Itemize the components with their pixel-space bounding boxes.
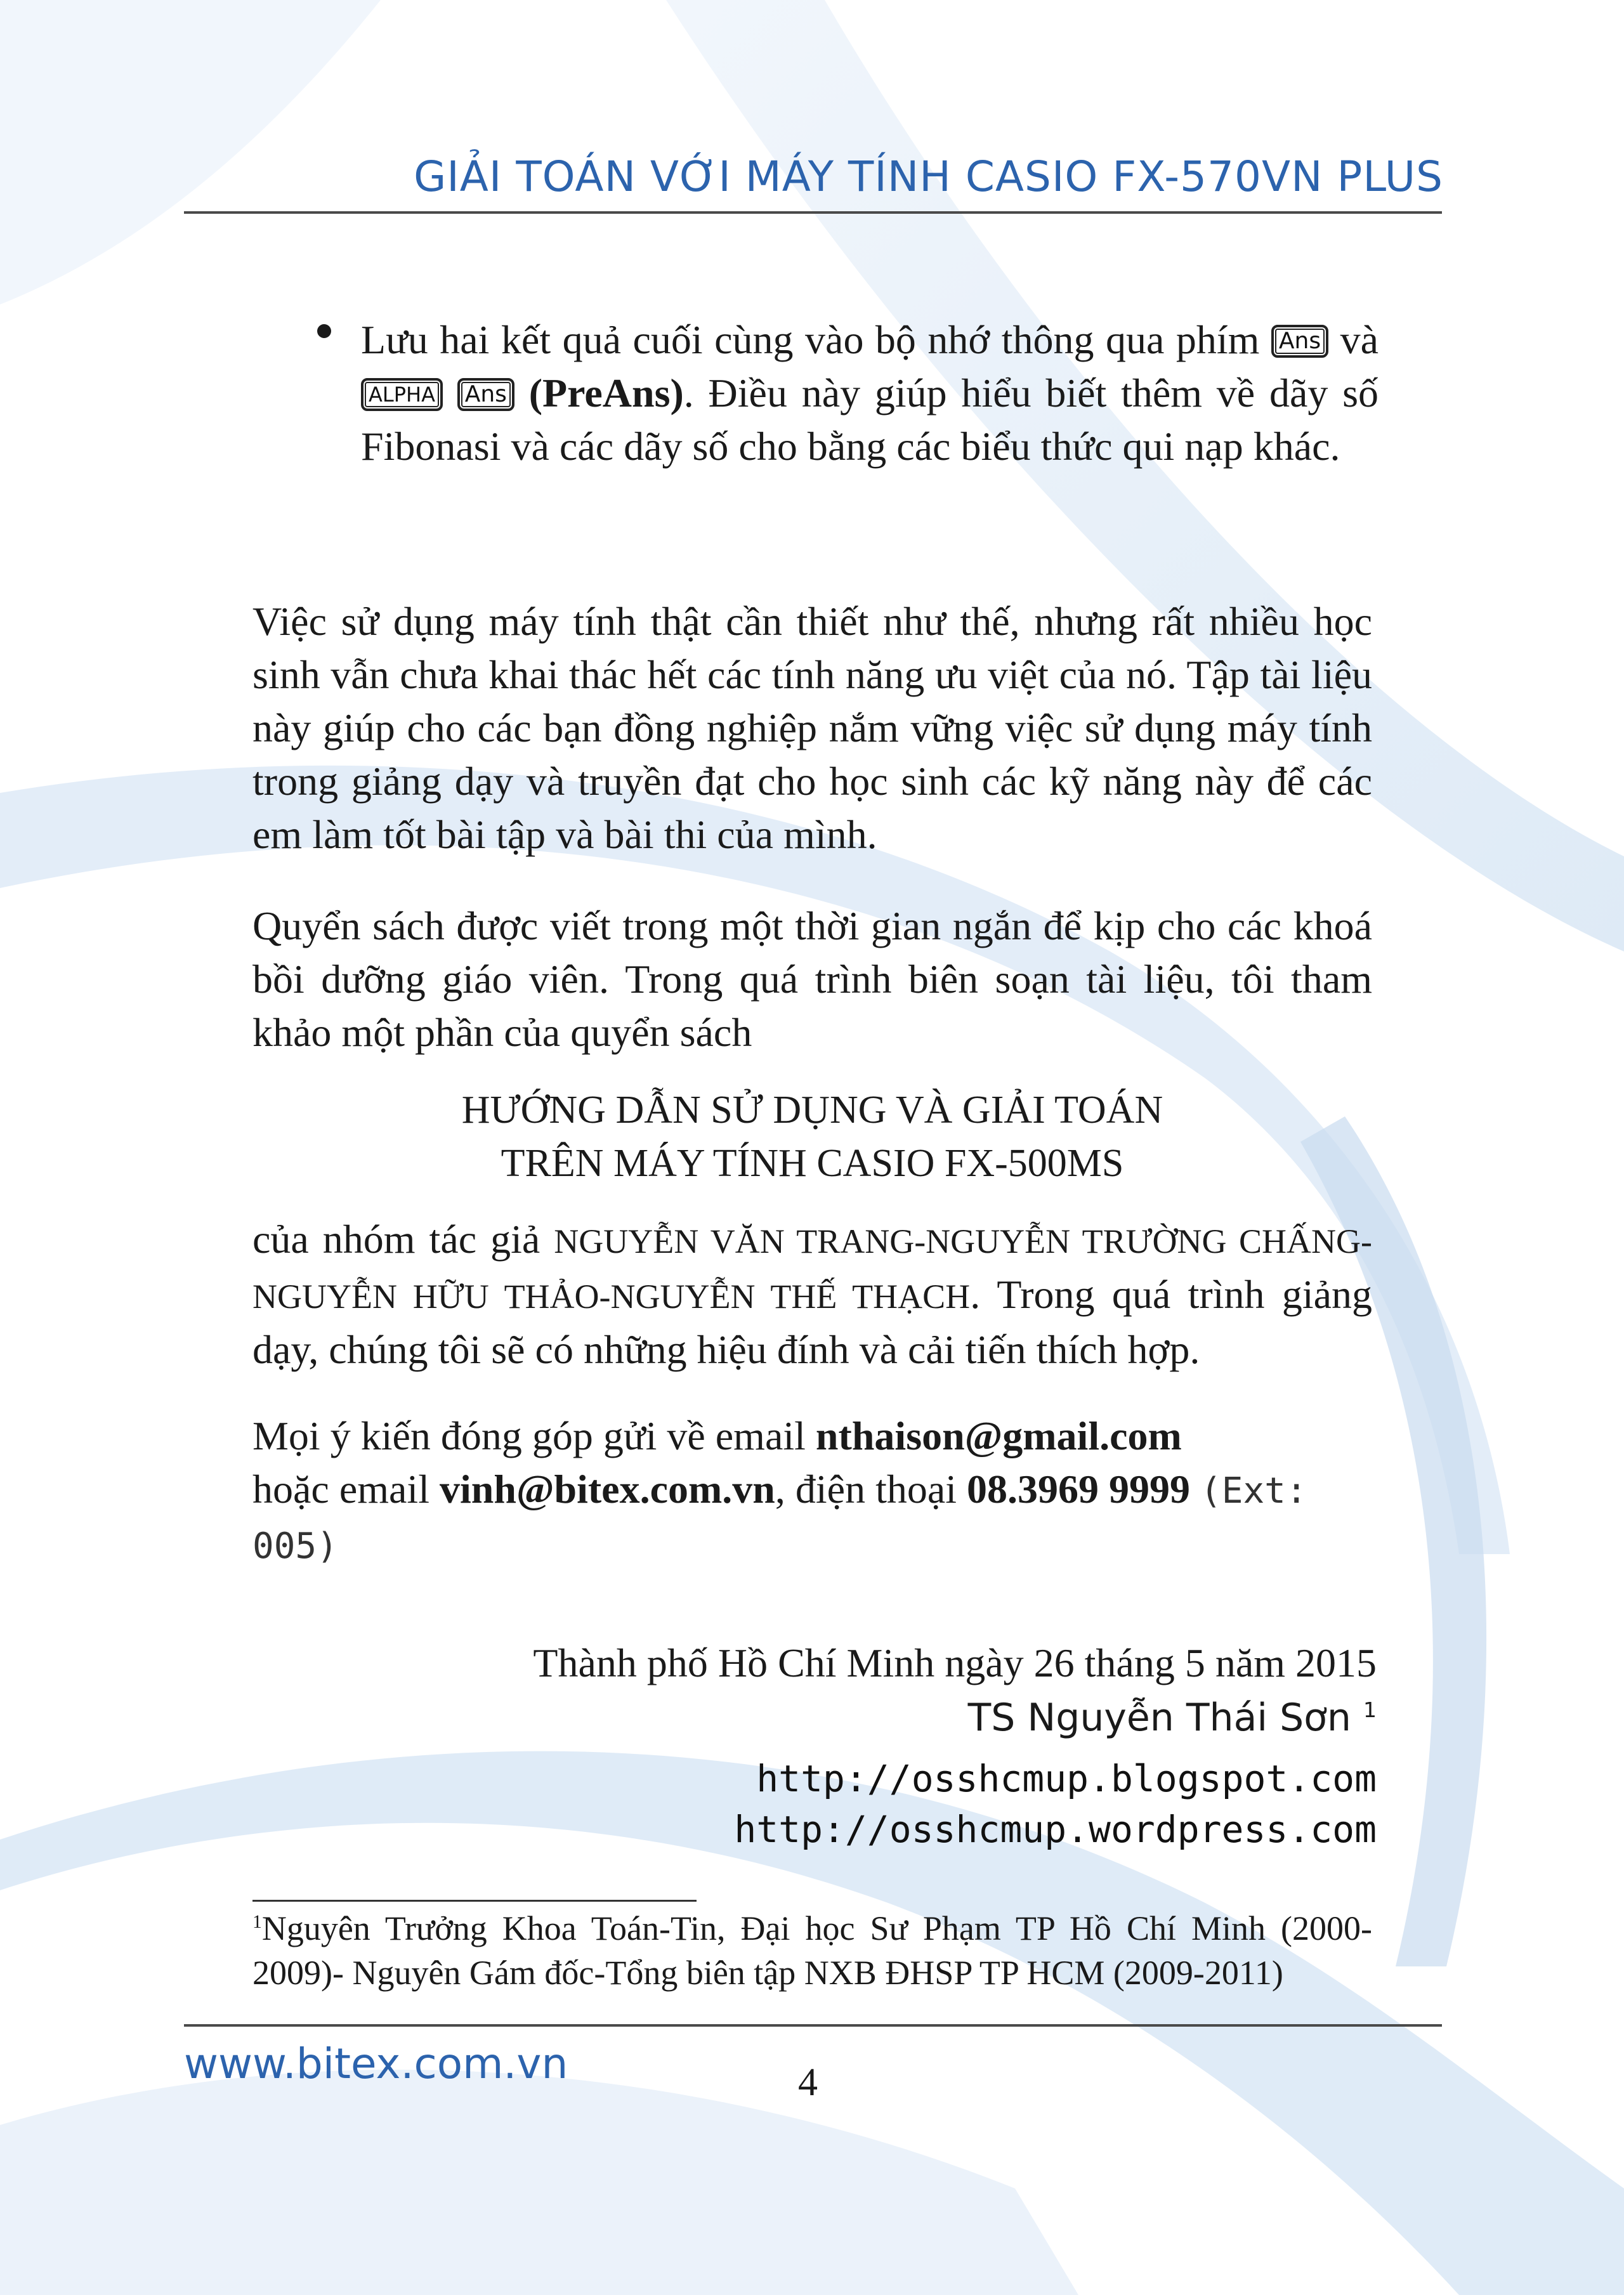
footnote-mark: 1 [252, 1912, 262, 1932]
contact-lead: Mọi ý kiến đóng góp gửi về email [252, 1413, 806, 1458]
page-number: 4 [798, 2061, 818, 2104]
paragraph-1: Việc sử dụng máy tính thật cần thiết như thế, nhưng rất nhiều học sinh vẫn chưa khai thác hết các tính năng ưu việt của nó. Tập tài liệu này giúp cho các bạn đồng nghiệp nắm vững việc sử dụng máy tính trong giảng dạy và truyền đạt cho học sinh các kỹ năng này để các em làm tốt bài tập và bài thi của mình. [252, 599, 1372, 857]
signature-date: Thành phố Hồ Chí Minh ngày 26 tháng 5 năm 2015 [533, 1640, 1377, 1685]
bullet-item [320, 313, 1378, 473]
footer-rule [184, 2024, 1442, 2027]
phone-extension: (Ext: 005) [252, 1470, 1307, 1567]
footnote-text: Nguyên Trưởng Khoa Toán-Tin, Đại học Sư Phạm TP Hồ Chí Minh (2000-2009)- Nguyên Gám đốc-Tổng biên tập NXB ĐHSP TP HCM (2009-2011) [252, 1909, 1372, 1992]
paragraph-2: Quyển sách được viết trong một thời gian ngắn để kịp cho các khoá bồi dưỡng giáo viên. Trong quá trình biên soạn tài liệu, tôi tham khảo một phần của quyển sách [252, 903, 1372, 1055]
signature-name-line [968, 1691, 1377, 1744]
paragraph-3-lead: của nhóm tác giả [252, 1217, 540, 1262]
ans-key-icon-2: Ans [457, 378, 514, 411]
book-title-line-2: TRÊN MÁY TÍNH CASIO FX-500MS [501, 1142, 1124, 1185]
header-rule [184, 211, 1442, 214]
bullet-text-1: Lưu hai kết quả cuối cùng vào bộ nhớ thông qua phím [361, 317, 1260, 362]
authors-list: NGUYỄN VĂN TRANG-NGUYỄN TRƯỜNG CHẤNG-NGUYỄN HỮU THẢO-NGUYỄN THẾ THẠCH [252, 1222, 1372, 1316]
bullet-text-3: . Điều này giúp hiểu biết thêm về dãy số Fibonasi và các dãy số cho bằng các biểu thức qui nạp khác. [361, 370, 1379, 469]
book-title-line-1: HƯỚNG DẪN SỬ DỤNG VÀ GIẢI TOÁN [461, 1089, 1163, 1132]
footnote [252, 1906, 1372, 1995]
contact-paragraph [252, 1409, 1372, 1573]
footer-website-link[interactable]: www.bitex.com.vn [184, 2039, 568, 2088]
phone-label: , điện thoại [775, 1467, 957, 1512]
footnote-rule [252, 1900, 697, 1902]
email-link-2[interactable]: vinh@bitex.com.vn [439, 1467, 775, 1512]
signature-name: TS Nguyễn Thái Sơn [967, 1696, 1351, 1740]
contact-or: hoặc email [252, 1467, 429, 1512]
paragraph-3-rest: . Trong quá trình giảng dạy, chúng tôi sẽ có những hiệu đính và cải tiến thích hợp. [252, 1272, 1373, 1372]
footnote-ref-mark: 1 [1363, 1697, 1377, 1722]
running-header: GIẢI TOÁN VỚI MÁY TÍNH CASIO FX-570VN PLUS [414, 152, 1443, 201]
email-link-1[interactable]: nthaison@gmail.com [815, 1413, 1182, 1458]
alpha-key-icon: ALPHA [361, 378, 443, 411]
phone-number: 08.3969 9999 [967, 1467, 1191, 1512]
bullet-text-2: và [1340, 317, 1379, 362]
blog-url-1[interactable]: http://osshcmup.blogspot.com [756, 1757, 1377, 1800]
paragraph-3 [252, 1213, 1372, 1376]
ans-key-icon: Ans [1271, 325, 1328, 358]
blog-url-2[interactable]: http://osshcmup.wordpress.com [734, 1808, 1377, 1851]
preans-label: (PreAns) [528, 370, 684, 415]
